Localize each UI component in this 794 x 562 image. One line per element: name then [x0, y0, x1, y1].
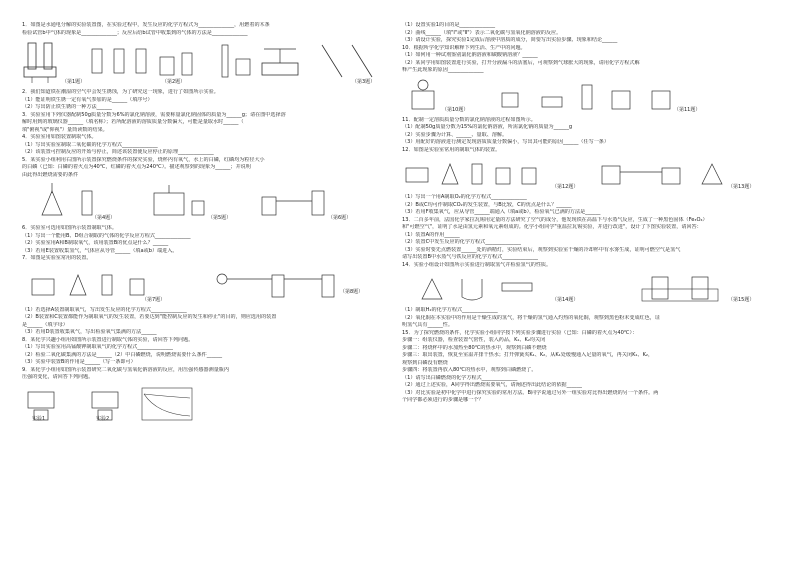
text-line: 5．某实验小组利用右图所示装置探究燃烧条件的探究实验，烧杯内有氧气，水上的白磷，红磷均为粒径大小 [22, 156, 265, 163]
figure-gas-generation [402, 156, 778, 192]
text-line: 6．实验室可选用如图所示装置制取气体。 [22, 225, 117, 231]
text-line: （1）若选择A装置制取氧气，写出发生反应的化学方程式______________ [22, 306, 187, 313]
text-line: 个同学都必须进行的步骤是哪一个？ [402, 397, 484, 403]
text-line: （3）实验时要先点燃装置______处的酒精灯，实验结束后，观察到实验室干燥的冷却杯中有水雾生成，证明可燃空气是氢气 [402, 246, 681, 253]
figures-q4-6 [22, 181, 398, 223]
caption: 实验2 [96, 415, 110, 422]
question-9 [22, 367, 398, 382]
text-line: （2）该装置可控制反应的开始与停止，简述该装置使反应停止的原理______________ [22, 149, 214, 155]
text-line: （2）装置C中发生反应的化学方程式______________ [402, 239, 521, 245]
question-11 [402, 117, 778, 147]
caption: （第1题） [62, 79, 86, 85]
text-line: 解时用到的玻璃仪器______（填名称）；若所配溶液的溶质质量分数偏大，可能是量取水时______（ [22, 119, 244, 125]
text-line: （3）请设计实验，探究实验1完成后溶液中溶质的成分，简要写出实验步骤、现象和结论______ [402, 37, 618, 43]
right-column [402, 22, 778, 405]
text-line: （1）设置实验1的目的是______________ [402, 22, 496, 28]
text-line: 9．某化学小组用如图所示装置研究二氧化碳与氢氧化钠溶液的反应，用压强传感器测量瓶内 [22, 366, 229, 373]
text-line: （1）能证明铁生锈一定有氧气参加的是______（填序号） [22, 96, 153, 103]
text-line: 由此得出燃烧需要的条件 [22, 171, 79, 178]
text-line: 压强的变化，请回答下列问题。 [22, 374, 94, 380]
caption: （第5题） [208, 215, 232, 221]
text-line: 2．我们知道铁在潮湿的空气中会发生锈蚀，为了研究这一现象，进行了如图所示实验。 [22, 89, 219, 95]
caption: 实验1 [32, 415, 46, 422]
question-3 [22, 112, 398, 135]
figure-gas-apparatus [22, 265, 398, 305]
text-line: 12．如图是实验室常用的制取气体的装置。 [402, 146, 501, 153]
text-line: （2）B装置和C装置都能作为制取氧气的发生装置，若要达到"能控制反应的发生和停止"的目的，则应选用的装置 [22, 314, 277, 320]
question-4 [22, 134, 398, 157]
text-line: 和"可燃空气"，证明了水是由氢元素和氧元素组成的。化学小组同学"重温拉瓦锡实验，并进行改进"，设计了下图实验装置，请回答： [402, 224, 702, 230]
text-line: （3）用配好的溶液进行测定发现溶质质量分数偏小，写出其可能的原因______（任写一条） [402, 139, 609, 145]
text-line: （3）若用D装置收集氧气，写出检验氧气集满的方法______ [22, 329, 157, 335]
left-column [22, 22, 398, 426]
text-line: （3）若用F收集氧气，应从导管______端通入（填a或b），检验氧气已满的方法是______ [402, 209, 601, 215]
text-line: 步骤四：将装置再放入80℃的热水中，观察到白磷燃烧了。 [402, 367, 537, 373]
caption: （第6题） [328, 215, 352, 221]
text-line: （1）配制50g质量分数为15%的氯化钠溶液，所需氯化钠的质量为______g [402, 124, 573, 130]
question-1 [22, 22, 398, 37]
text-line: （2）氧化铜在本实验中的作用是干燥生成的氢气，将干燥的氢气通入灼热的氧化铜，观察到黑色粉末变成红色，证 [402, 314, 660, 321]
question-5 [22, 157, 398, 180]
figure-hydrogen-apparatus [402, 271, 778, 305]
figures-q1-3 [22, 39, 398, 87]
question-14 [402, 262, 778, 270]
text-line: （1）写出实验室制取二氧化碳的化学方程式______________ [22, 141, 158, 148]
figure-pressure-sensor [22, 384, 398, 424]
caption: （第10题） [442, 106, 469, 113]
question-7-parts [22, 307, 398, 337]
figures-q7-8 [22, 265, 398, 305]
text-line: 明氢气具有______性。 [402, 322, 453, 328]
text-line: （1）如何用一种试剂鉴别氯化钠溶液和碳酸钠溶液？______ [402, 52, 538, 58]
question-15 [402, 330, 778, 405]
text-line: （2）通过上述实验，A同学得出燃烧需要氧气，请阐述得出此结论的依据______ [402, 382, 582, 388]
text-line: 14．实验小组设计如图所示实验进行制取氢气并检验氢气的性质。 [402, 261, 552, 268]
figures-q14-15 [402, 271, 778, 305]
text-line: 释产生此现象的原因______________ [402, 67, 484, 73]
text-line: 步骤二：将烧杯中的水加热至80℃的热水中，观察到白磷不燃烧 [402, 344, 547, 351]
text-line: （3）若用E装置收集氢气，气体应从导管______（填a或b）端进入。 [22, 247, 178, 254]
text-line: 填"俯视"或"仰视"）量筒读数的结果。 [22, 126, 108, 133]
text-line: 15．为了探究燃烧的条件，化学实验小组同学按下列实验步骤进行实验（已知：白磷的着火点为40℃）： [402, 329, 638, 336]
text-line: （2）B或C均可作制取CO₂的发生装置，与B比较，C的优点是什么？______ [402, 201, 572, 208]
caption: （第4题） [92, 215, 116, 221]
caption: （第14题） [552, 297, 579, 303]
question-8 [22, 337, 398, 367]
question-13 [402, 217, 778, 262]
text-line: （3）实验中装置B的作用是______（写一条即可） [22, 359, 136, 365]
text-line: 13．二百多年前，法国化学家拉瓦锡用定量的方法研究了空气的成分，他发现铁在高温下与水蒸气反应，生成了一种黑色固体（Fe₃O₄） [402, 216, 708, 223]
caption: （第15题） [728, 297, 755, 303]
text-line: （1）装置A的作用______ [402, 231, 460, 238]
caption: （第8题） [340, 288, 364, 295]
question-12-parts [402, 194, 778, 217]
text-line: （2）检验二氧化碳集满的方法是______（2）中白磷燃烧，说明燃烧需要什么条件______ [22, 351, 223, 358]
text-line: （1）写出一个用A制取O₂的化学方程式______________ [402, 194, 527, 200]
figure-q9 [22, 384, 398, 424]
caption: （第11题） [674, 106, 701, 113]
question-9-parts [402, 22, 778, 45]
text-line: （1）制取H₂的化学方程式______________ [402, 307, 498, 313]
question-6 [22, 225, 398, 255]
figures-q10-11 [402, 77, 778, 115]
text-line: 观察到白磷没有燃烧 [402, 359, 448, 366]
text-line: （1）写出实验室用高锰酸钾制取氧气的化学方程式______________ [22, 344, 173, 350]
text-line: 的白磷（已知：白磷的着火点为40℃，红磷的着火点为240℃）。描述观察到的现象为______；并说明 [22, 164, 251, 170]
text-line: （1）请写出白磷燃烧的化学方程式______________ [402, 374, 518, 381]
question-10 [402, 45, 778, 75]
text-line: （1）写出一个能用B、D组合制取的气体的化学反应方程式______________ [22, 232, 191, 239]
text-line: （2）曲线______（填"Ⅰ"或"Ⅱ"）表示二氧化碳与氢氧化钠溶液的反应。 [402, 29, 562, 36]
text-line: 3．实验室用下列仪器配制50g质量分数为6%的氯化钠溶液，需要称量氯化钠固体的质量为______g；请在图中选择溶 [22, 111, 286, 118]
text-line: 4．实验室用如图装置制取气体。 [22, 134, 97, 140]
text-line: （2）某同学用如图装置进行实验，打开分液漏斗的活塞后，可观察到气球胀大的现象，请用化学方程式解 [402, 59, 640, 66]
question-12 [402, 147, 778, 155]
text-line: 步骤一：组装仪器，检查装置气密性，装入药品，K₁、K₂均关闭 [402, 337, 546, 343]
text-line: 是______（填字母） [22, 321, 68, 328]
text-line: 10．根据所学化学知识解释下列生活、生产中的问题。 [402, 44, 526, 51]
text-line: （2）实验室用A和B制取氧气，该用装置B的优点是什么？______ [22, 240, 169, 246]
text-line: （3）对比实验是初中化学中进行探究实验的常用方法。B同学说通过另外一组实验对比得出燃烧的另一个条件。两 [402, 389, 659, 396]
caption: （第12题） [552, 184, 579, 190]
figures-q12-13 [402, 156, 778, 192]
question-7 [22, 255, 398, 263]
text-line: 请写出装置B中水蒸气与铁反应的化学方程式______________ [402, 254, 538, 260]
text-line: 步骤三：取出装置，恢复至室温并排干热水；打开弹簧夹K₁、K₂，从K₁处缓慢通入足量的氧气，再关闭K₁、K₂， [402, 352, 654, 358]
caption: （第2题） [162, 79, 186, 85]
text-line: 8．某化学兴趣小组用如图所示装置进行制取气体的实验，请回答下列问题。 [22, 336, 194, 343]
caption: （第7题） [142, 296, 166, 303]
text-line: （2）写出防止铁生锈的一种方法______ [22, 104, 112, 110]
text-line: 检验试管b中气体的现象是______________；反应后给b试管中收集到的气体的方法是______________ [22, 29, 248, 36]
question-2 [22, 89, 398, 112]
caption: （第3题） [352, 79, 376, 85]
caption: （第13题） [728, 184, 755, 190]
text-line: 1．如图是水通电分解的实验装置图，在实验过程中，发生反应的化学方程式为______________，用燃着的木条 [22, 22, 270, 28]
text-line: 11．配制一定溶质质量分数的氯化钠溶液的过程如图所示。 [402, 116, 536, 123]
text-line: （2）实验步骤为计算、______、量取、溶解。 [402, 131, 508, 138]
question-14-parts [402, 307, 778, 330]
text-line: 7．如图是实验室常用的装置。 [22, 255, 92, 261]
